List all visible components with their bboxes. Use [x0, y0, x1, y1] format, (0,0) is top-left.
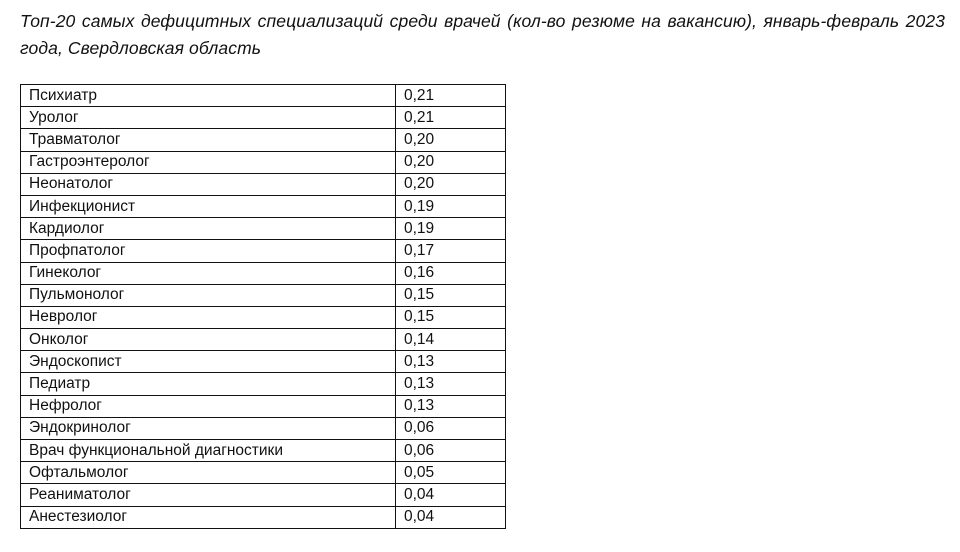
specialization-name-cell: Уролог	[21, 107, 396, 129]
specialization-name-cell: Кардиолог	[21, 218, 396, 240]
resumes-per-vacancy-cell: 0,13	[396, 351, 506, 373]
table-row	[21, 329, 506, 351]
specialization-name-cell: Нефролог	[21, 395, 396, 417]
resumes-per-vacancy-cell: 0,04	[396, 506, 506, 528]
resumes-per-vacancy-cell: 0,17	[396, 240, 506, 262]
specialization-name-cell: Эндоскопист	[21, 351, 396, 373]
resumes-per-vacancy-cell: 0,06	[396, 440, 506, 462]
table-row	[21, 85, 506, 107]
specialization-name-cell: Невролог	[21, 306, 396, 328]
resumes-per-vacancy-cell: 0,13	[396, 395, 506, 417]
table-row	[21, 240, 506, 262]
resumes-per-vacancy-cell: 0,21	[396, 107, 506, 129]
table-row	[21, 506, 506, 528]
specialization-name-cell: Онколог	[21, 329, 396, 351]
resumes-per-vacancy-cell: 0,06	[396, 417, 506, 439]
specialization-name-cell: Реаниматолог	[21, 484, 396, 506]
document-title: Топ-20 самых дефицитных специализаций среди врачей (кол-во резюме на вакансию), январь-февраль 2023 года, Свердловская область	[20, 11, 945, 58]
resumes-per-vacancy-cell: 0,16	[396, 262, 506, 284]
resumes-per-vacancy-cell: 0,14	[396, 329, 506, 351]
specialization-name-cell: Гастроэнтеролог	[21, 151, 396, 173]
table-row	[21, 462, 506, 484]
specialization-name-cell: Инфекционист	[21, 195, 396, 217]
table-row	[21, 129, 506, 151]
specialization-name-cell: Врач функциональной диагностики	[21, 440, 396, 462]
specialization-name-cell: Психиатр	[21, 85, 396, 107]
resumes-per-vacancy-cell: 0,20	[396, 173, 506, 195]
table-row	[21, 284, 506, 306]
resumes-per-vacancy-cell: 0,04	[396, 484, 506, 506]
specialization-name-cell: Офтальмолог	[21, 462, 396, 484]
specialization-name-cell: Травматолог	[21, 129, 396, 151]
resumes-per-vacancy-cell: 0,20	[396, 151, 506, 173]
table-row	[21, 351, 506, 373]
resumes-per-vacancy-cell: 0,13	[396, 373, 506, 395]
table-row	[21, 306, 506, 328]
table-row	[21, 373, 506, 395]
specialization-name-cell: Анестезиолог	[21, 506, 396, 528]
table-row	[21, 440, 506, 462]
table-row	[21, 195, 506, 217]
table-row	[21, 107, 506, 129]
table-row	[21, 173, 506, 195]
specialization-name-cell: Эндокринолог	[21, 417, 396, 439]
resumes-per-vacancy-cell: 0,20	[396, 129, 506, 151]
resumes-per-vacancy-cell: 0,15	[396, 306, 506, 328]
specialization-name-cell: Пульмонолог	[21, 284, 396, 306]
specialization-name-cell: Неонатолог	[21, 173, 396, 195]
resumes-per-vacancy-cell: 0,21	[396, 85, 506, 107]
specialization-table	[20, 84, 506, 529]
table-row	[21, 395, 506, 417]
resumes-per-vacancy-cell: 0,19	[396, 218, 506, 240]
specialization-name-cell: Педиатр	[21, 373, 396, 395]
table-row	[21, 262, 506, 284]
resumes-per-vacancy-cell: 0,05	[396, 462, 506, 484]
resumes-per-vacancy-cell: 0,19	[396, 195, 506, 217]
resumes-per-vacancy-cell: 0,15	[396, 284, 506, 306]
specialization-name-cell: Гинеколог	[21, 262, 396, 284]
specialization-name-cell: Профпатолог	[21, 240, 396, 262]
table-row	[21, 417, 506, 439]
table-row	[21, 484, 506, 506]
table-body	[21, 85, 506, 529]
table-row	[21, 151, 506, 173]
table-row	[21, 218, 506, 240]
